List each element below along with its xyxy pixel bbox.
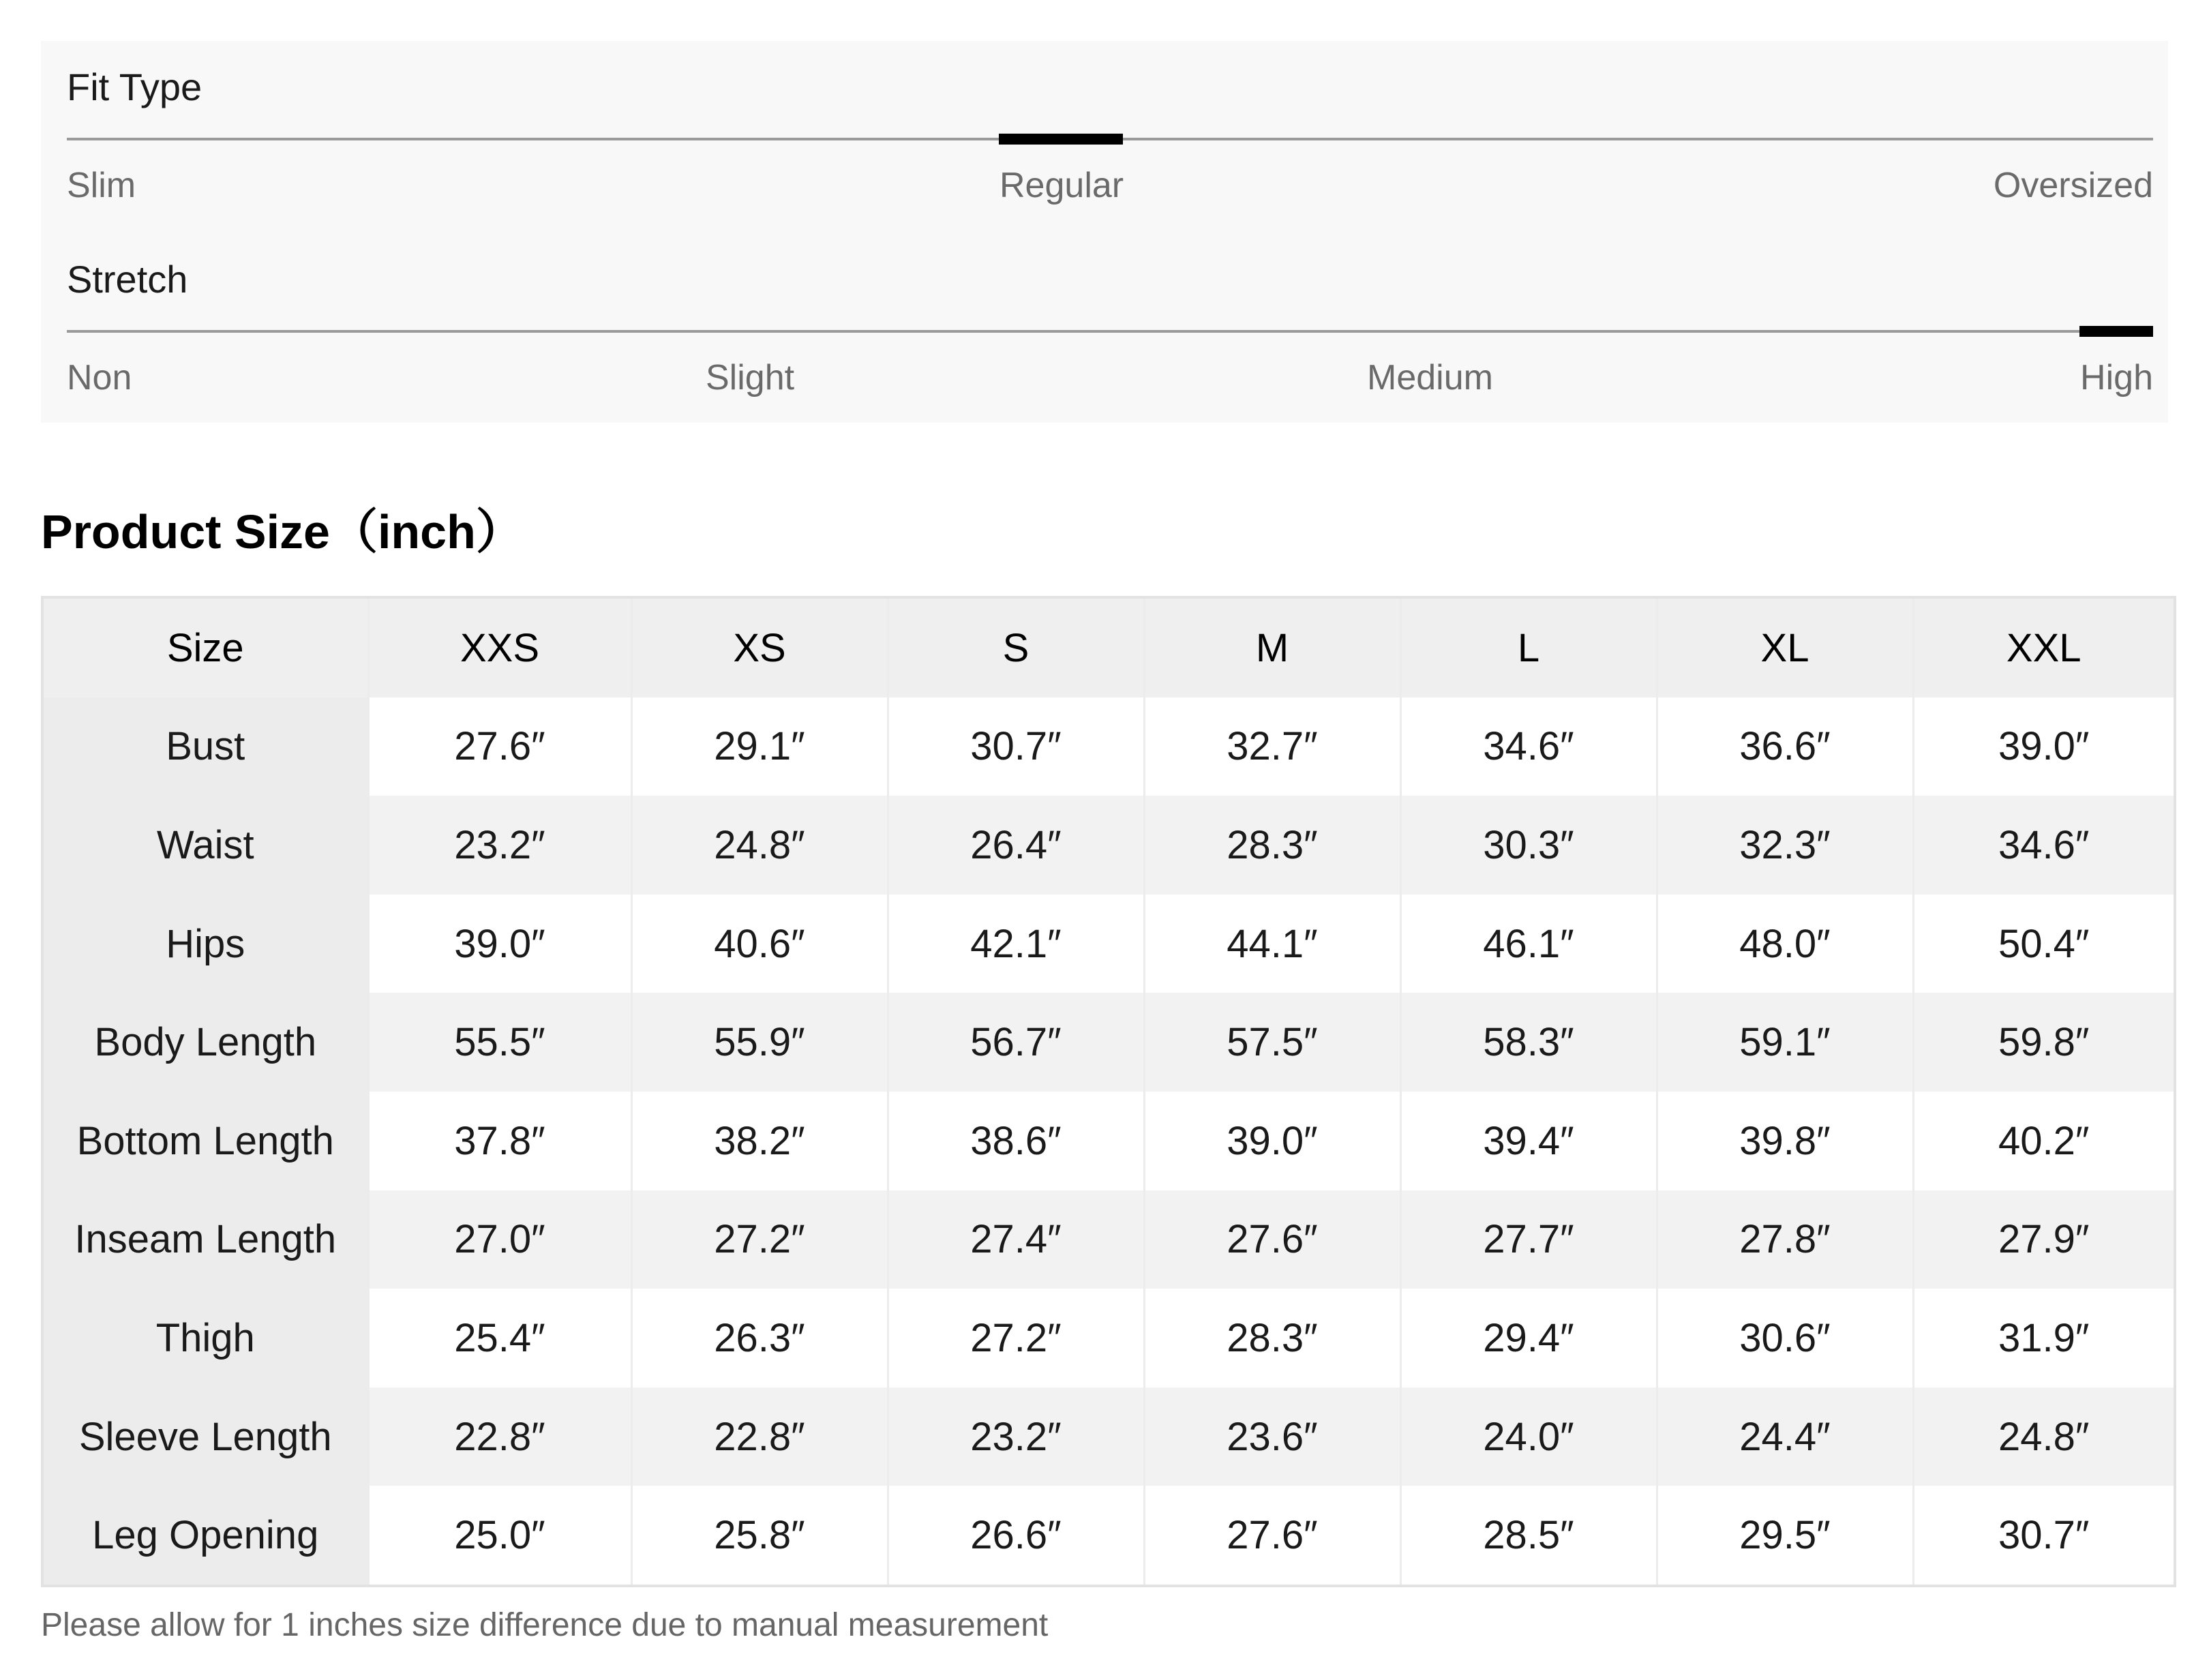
measurement-value: 26.4″ bbox=[888, 796, 1144, 895]
stretch-label-slight: Slight bbox=[706, 358, 795, 397]
fit-type-label-regular: Regular bbox=[1000, 166, 1124, 205]
stretch-label-medium: Medium bbox=[1367, 358, 1493, 397]
stretch-indicator bbox=[2079, 326, 2153, 337]
measurement-value: 39.0″ bbox=[1913, 698, 2175, 796]
measurement-value: 27.0″ bbox=[368, 1190, 631, 1289]
measurement-label: Bottom Length bbox=[42, 1092, 368, 1190]
measurement-value: 25.0″ bbox=[368, 1486, 631, 1586]
table-row bbox=[42, 1092, 2175, 1190]
measurement-value: 27.9″ bbox=[1913, 1190, 2175, 1289]
measurement-value: 39.0″ bbox=[368, 895, 631, 993]
measurement-value: 57.5″ bbox=[1144, 993, 1400, 1092]
table-row bbox=[42, 796, 2175, 895]
measurement-value: 29.5″ bbox=[1657, 1486, 1913, 1586]
size-header-xxs: XXS bbox=[368, 597, 631, 698]
measurement-value: 27.4″ bbox=[888, 1190, 1144, 1289]
measurement-value: 27.7″ bbox=[1400, 1190, 1657, 1289]
measurement-value: 22.8″ bbox=[368, 1388, 631, 1486]
table-row bbox=[42, 1388, 2175, 1486]
measurement-value: 24.8″ bbox=[631, 796, 888, 895]
size-table bbox=[41, 596, 2176, 1587]
measurement-value: 27.6″ bbox=[1144, 1190, 1400, 1289]
measurement-value: 39.4″ bbox=[1400, 1092, 1657, 1190]
measurement-value: 32.3″ bbox=[1657, 796, 1913, 895]
measurement-value: 28.3″ bbox=[1144, 1289, 1400, 1388]
measurement-value: 40.2″ bbox=[1913, 1092, 2175, 1190]
table-row bbox=[42, 895, 2175, 993]
measurement-value: 38.6″ bbox=[888, 1092, 1144, 1190]
measurement-label: Sleeve Length bbox=[42, 1388, 368, 1486]
measurement-value: 27.8″ bbox=[1657, 1190, 1913, 1289]
measurement-value: 32.7″ bbox=[1144, 698, 1400, 796]
measurement-label: Inseam Length bbox=[42, 1190, 368, 1289]
measurement-label: Bust bbox=[42, 698, 368, 796]
measurement-label: Thigh bbox=[42, 1289, 368, 1388]
stretch-label-high: High bbox=[2080, 358, 2153, 397]
measurement-label: Waist bbox=[42, 796, 368, 895]
measurement-value: 34.6″ bbox=[1913, 796, 2175, 895]
measurement-value: 29.4″ bbox=[1400, 1289, 1657, 1388]
measurement-value: 58.3″ bbox=[1400, 993, 1657, 1092]
measurement-value: 59.1″ bbox=[1657, 993, 1913, 1092]
fit-type-title: Fit Type bbox=[67, 65, 202, 108]
measurement-value: 24.0″ bbox=[1400, 1388, 1657, 1486]
measurement-value: 23.2″ bbox=[888, 1388, 1144, 1486]
product-size-title: Product Size（inch） bbox=[41, 505, 524, 558]
measurement-value: 55.5″ bbox=[368, 993, 631, 1092]
measurement-value: 24.8″ bbox=[1913, 1388, 2175, 1486]
measurement-label: Hips bbox=[42, 895, 368, 993]
measurement-value: 48.0″ bbox=[1657, 895, 1913, 993]
table-row bbox=[42, 1486, 2175, 1586]
measurement-value: 23.2″ bbox=[368, 796, 631, 895]
measurement-label: Body Length bbox=[42, 993, 368, 1092]
fit-panel bbox=[41, 41, 2168, 423]
measurement-value: 27.2″ bbox=[631, 1190, 888, 1289]
measurement-value: 22.8″ bbox=[631, 1388, 888, 1486]
measurement-value: 28.3″ bbox=[1144, 796, 1400, 895]
measurement-value: 30.7″ bbox=[888, 698, 1144, 796]
measurement-value: 38.2″ bbox=[631, 1092, 888, 1190]
measurement-value: 30.6″ bbox=[1657, 1289, 1913, 1388]
size-header-row bbox=[42, 597, 2175, 698]
measurement-value: 25.8″ bbox=[631, 1486, 888, 1586]
fit-type-label-slim: Slim bbox=[67, 166, 136, 205]
size-header-s: S bbox=[888, 597, 1144, 698]
measurement-value: 26.3″ bbox=[631, 1289, 888, 1388]
measurement-value: 27.6″ bbox=[1144, 1486, 1400, 1586]
measurement-value: 59.8″ bbox=[1913, 993, 2175, 1092]
size-header-label: Size bbox=[42, 597, 368, 698]
measurement-value: 42.1″ bbox=[888, 895, 1144, 993]
measurement-value: 44.1″ bbox=[1144, 895, 1400, 993]
measurement-value: 55.9″ bbox=[631, 993, 888, 1092]
measurement-value: 25.4″ bbox=[368, 1289, 631, 1388]
table-row bbox=[42, 698, 2175, 796]
stretch-title: Stretch bbox=[67, 258, 188, 301]
measurement-value: 24.4″ bbox=[1657, 1388, 1913, 1486]
size-header-l: L bbox=[1400, 597, 1657, 698]
measurement-value: 40.6″ bbox=[631, 895, 888, 993]
measurement-value: 50.4″ bbox=[1913, 895, 2175, 993]
measurement-value: 23.6″ bbox=[1144, 1388, 1400, 1486]
fit-type-label-oversized: Oversized bbox=[1993, 166, 2153, 205]
measurement-value: 29.1″ bbox=[631, 698, 888, 796]
measurement-value: 39.0″ bbox=[1144, 1092, 1400, 1190]
table-row bbox=[42, 993, 2175, 1092]
measurement-value: 30.3″ bbox=[1400, 796, 1657, 895]
size-header-m: M bbox=[1144, 597, 1400, 698]
measurement-value: 56.7″ bbox=[888, 993, 1144, 1092]
fit-type-indicator bbox=[999, 134, 1123, 145]
measurement-value: 28.5″ bbox=[1400, 1486, 1657, 1586]
size-header-xs: XS bbox=[631, 597, 888, 698]
measurement-value: 37.8″ bbox=[368, 1092, 631, 1190]
measurement-label: Leg Opening bbox=[42, 1486, 368, 1586]
measurement-value: 26.6″ bbox=[888, 1486, 1144, 1586]
size-header-xxl: XXL bbox=[1913, 597, 2175, 698]
table-row bbox=[42, 1289, 2175, 1388]
measurement-value: 39.8″ bbox=[1657, 1092, 1913, 1190]
table-row bbox=[42, 1190, 2175, 1289]
measurement-note: Please allow for 1 inches size difference due to manual measurement bbox=[41, 1607, 1049, 1643]
measurement-value: 30.7″ bbox=[1913, 1486, 2175, 1586]
measurement-value: 34.6″ bbox=[1400, 698, 1657, 796]
size-header-xl: XL bbox=[1657, 597, 1913, 698]
measurement-value: 46.1″ bbox=[1400, 895, 1657, 993]
measurement-value: 31.9″ bbox=[1913, 1289, 2175, 1388]
measurement-value: 27.6″ bbox=[368, 698, 631, 796]
measurement-value: 27.2″ bbox=[888, 1289, 1144, 1388]
measurement-value: 36.6″ bbox=[1657, 698, 1913, 796]
stretch-track bbox=[67, 330, 2153, 333]
stretch-label-non: Non bbox=[67, 358, 132, 397]
